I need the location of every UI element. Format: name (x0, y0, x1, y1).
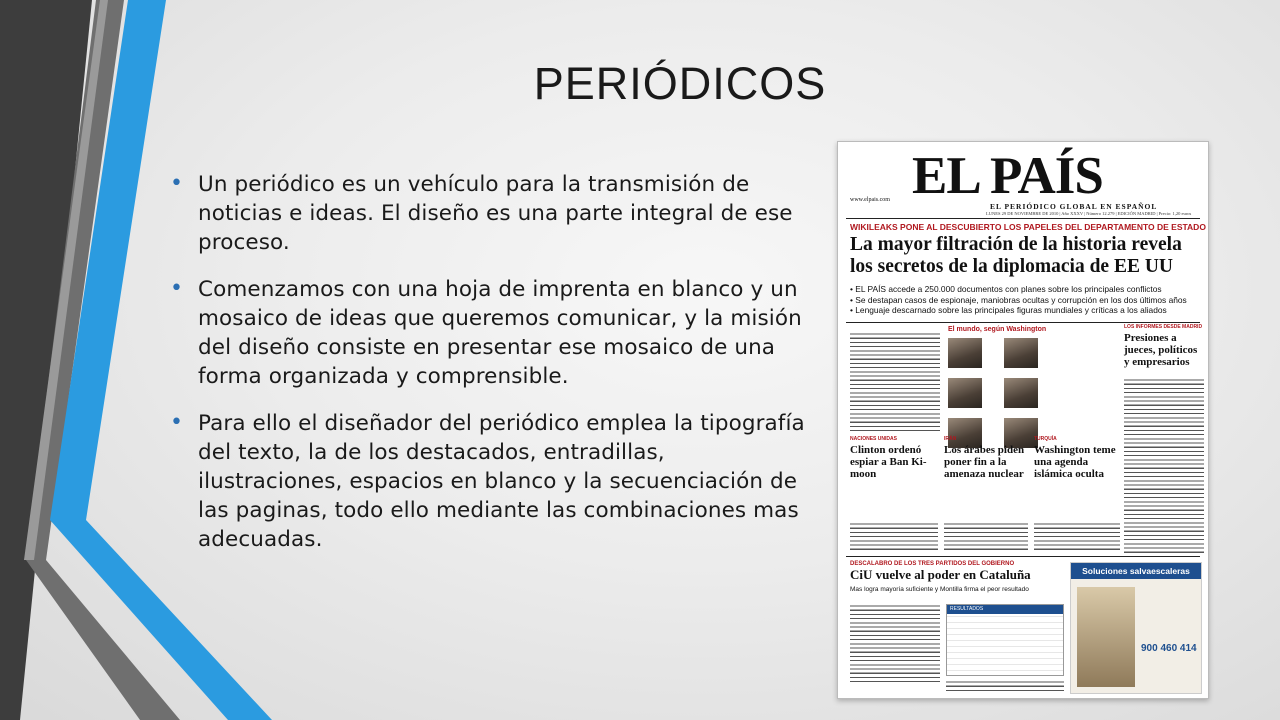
bullet-text: Un periódico es un vehículo para la transmisión de noticias e ideas. El diseño es una parte integral de ese proceso. (198, 172, 793, 255)
subhead-item: • Se destapan casos de espionaje, maniobras ocultas y corrupción en los dos últimos años (850, 295, 1202, 306)
section-headline: Washington teme una agenda islámica oculta (1034, 444, 1116, 480)
portrait-photo (1004, 338, 1038, 368)
ad-phone: 900 460 414 (1141, 643, 1197, 654)
section-kicker: TURQUÍA (1034, 436, 1057, 442)
bullet-list (170, 170, 810, 572)
section-kicker: NACIONES UNIDAS (850, 436, 897, 442)
ad-title: Soluciones salvaescaleras (1071, 563, 1201, 579)
bullet-item (170, 275, 810, 391)
bullet-item (170, 170, 810, 257)
newspaper-masthead: EL PAÍS (912, 147, 1103, 205)
bullet-text: Para ello el diseñador del periódico emplea la tipografía del texto, la de los destacados, entradillas, ilustraciones, espacios en blanco y la secuenciación de las paginas, todo ello mediante las combinaciones mas adecuadas. (198, 411, 805, 552)
bottom-kicker: DESCALABRO DE LOS TRES PARTIDOS DEL GOBIERNO (850, 561, 1015, 567)
newspaper-dateline: LUNES 29 DE NOVIEMBRE DE 2010 | Año XXXV | Número 12.279 | EDICIÓN MADRID | Precio: 1,20 euros (986, 211, 1192, 216)
bullet-text: Comenzamos con una hoja de imprenta en blanco y un mosaico de ideas que queremos comunicar, y la misión del diseño consiste en presentar ese mosaico de una forma organizada y comprensible. (198, 277, 802, 389)
text-column (1124, 378, 1204, 553)
portrait-photo (948, 378, 982, 408)
newspaper-front-page-image (837, 141, 1209, 699)
text-column (850, 332, 940, 432)
bullet-dot-icon: • (170, 171, 183, 196)
text-column (850, 522, 938, 552)
ad-photo (1077, 587, 1135, 687)
advertisement (1070, 562, 1202, 694)
subhead-item: • EL PAÍS accede a 250.000 documentos con planes sobre los principales conflictos (850, 284, 1202, 295)
side-headline: Presiones a jueces, políticos y empresarios (1124, 332, 1198, 368)
newspaper-kicker: WIKILEAKS PONE AL DESCUBIERTO LOS PAPELES DEL DEPARTAMENTO DE ESTADO (850, 222, 1206, 232)
bullet-dot-icon: • (170, 276, 183, 301)
portrait-photo (1004, 378, 1038, 408)
subhead-item: • Lenguaje descarnado sobre las principales figuras mundiales y críticas a los aliados (850, 305, 1202, 316)
divider (846, 218, 1200, 219)
results-table (946, 604, 1064, 676)
newspaper-tagline: EL PERIÓDICO GLOBAL EN ESPAÑOL (990, 202, 1158, 211)
divider (846, 322, 1200, 323)
text-column (850, 604, 940, 684)
newspaper-url: www.elpais.com (850, 197, 890, 203)
text-column (946, 680, 1064, 694)
section-kicker: IRÁN (944, 436, 957, 442)
bullet-item (170, 409, 810, 554)
newspaper-headline: La mayor filtración de la historia revela los secretos de la diplomacia de EE UU (850, 234, 1182, 277)
side-kicker: LOS INFORMES DESDE MADRID (1124, 324, 1203, 330)
newspaper-subheads (850, 284, 1202, 316)
results-table-header: RESULTADOS (947, 605, 1063, 614)
section-headline: Clinton ordenó espiar a Ban Ki-moon (850, 444, 927, 480)
divider (846, 556, 1200, 557)
text-column (1034, 522, 1120, 552)
bullet-dot-icon: • (170, 410, 183, 435)
portrait-photo (948, 338, 982, 368)
bottom-headline: CiU vuelve al poder en Cataluña (850, 567, 1031, 582)
bottom-subhead: Mas logra mayoría suficiente y Montilla firma el peor resultado (850, 586, 1029, 593)
section-headline: Los árabes piden poner fin a la amenaza nuclear (944, 444, 1025, 480)
newspaper-box-title: El mundo, según Washington (948, 326, 1047, 333)
slide-title: PERIÓDICOS (533, 58, 827, 109)
text-column (944, 522, 1028, 552)
